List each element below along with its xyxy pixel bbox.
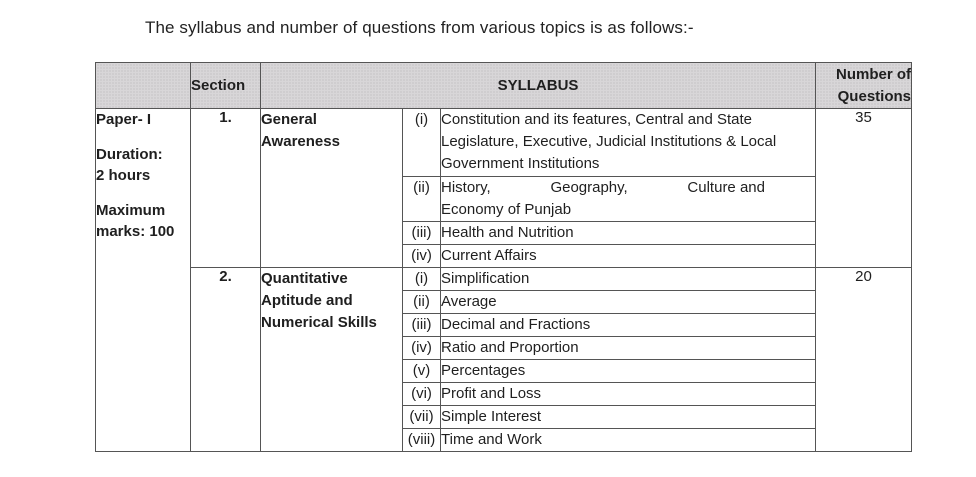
topic-text-line2: Economy of Punjab — [441, 201, 572, 218]
topic-text: Current Affairs — [441, 245, 816, 268]
header-section: Section — [191, 63, 261, 109]
duration-label: Duration: — [96, 146, 163, 163]
duration-value: 2 hours — [96, 167, 151, 184]
table-row — [96, 109, 912, 177]
topic-numeral: (i) — [403, 268, 441, 291]
topic-text-part: Geography, — [550, 179, 628, 196]
topic-text: Profit and Loss — [441, 383, 816, 406]
section-name — [261, 268, 403, 452]
topic-numeral: (vii) — [403, 406, 441, 429]
topic-text: Health and Nutrition — [441, 222, 816, 245]
section-name-line: General — [261, 111, 317, 128]
header-number-of-questions — [816, 63, 912, 109]
header-number-line1: Number of — [836, 65, 911, 83]
section-number: 2. — [191, 268, 261, 452]
paper-name: Paper- I — [96, 111, 152, 128]
section-name-line: Quantitative — [261, 270, 348, 287]
topic-text: Percentages — [441, 360, 816, 383]
section-name — [261, 109, 403, 268]
intro-text: The syllabus and number of questions from various topics is as follows:- — [145, 18, 694, 37]
topic-text — [441, 177, 816, 222]
topic-numeral: (viii) — [403, 429, 441, 452]
header-number-line2: Questions — [837, 87, 911, 105]
topic-text: Constitution and its features, Central and State Legislature, Executive, Judicial Institutions & Local Government Institutions — [441, 109, 816, 177]
question-count: 20 — [816, 268, 912, 452]
header-syllabus: SYLLABUS — [261, 63, 816, 109]
section-number: 1. — [191, 109, 261, 268]
topic-text: Average — [441, 291, 816, 314]
topic-numeral: (ii) — [403, 291, 441, 314]
syllabus-table — [95, 62, 912, 452]
paper-info-cell — [96, 109, 191, 452]
section-name-line: Numerical Skills — [261, 314, 377, 331]
topic-text: Simple Interest — [441, 406, 816, 429]
topic-text-part: Culture and — [687, 179, 765, 196]
section-name-line: Awareness — [261, 133, 340, 150]
topic-text-part: History, — [441, 179, 491, 196]
topic-numeral: (ii) — [403, 177, 441, 222]
topic-numeral: (iv) — [403, 245, 441, 268]
table-row — [96, 268, 912, 291]
header-blank — [96, 63, 191, 109]
topic-numeral: (vi) — [403, 383, 441, 406]
question-count: 35 — [816, 109, 912, 268]
topic-numeral: (iii) — [403, 314, 441, 337]
topic-text: Decimal and Fractions — [441, 314, 816, 337]
topic-text: Ratio and Proportion — [441, 337, 816, 360]
topic-text: Simplification — [441, 268, 816, 291]
topic-numeral: (i) — [403, 109, 441, 177]
topic-numeral: (v) — [403, 360, 441, 383]
max-marks-line1: Maximum — [96, 202, 166, 219]
topic-text: Time and Work — [441, 429, 816, 452]
topic-numeral: (iv) — [403, 337, 441, 360]
section-name-line: Aptitude and — [261, 292, 353, 309]
max-marks-line2: marks: 100 — [96, 223, 175, 240]
topic-numeral: (iii) — [403, 222, 441, 245]
table-header-row — [96, 63, 912, 109]
